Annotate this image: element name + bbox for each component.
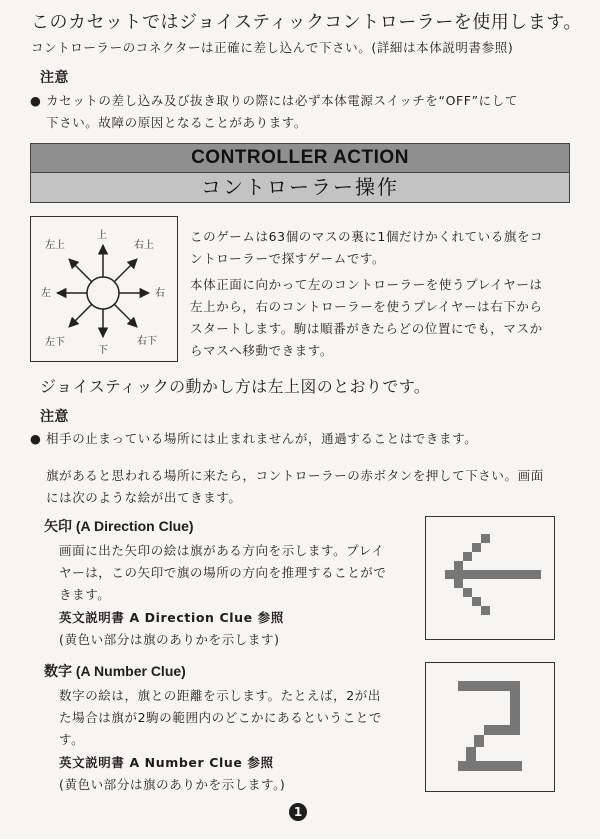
label-down-right: 右下 — [137, 336, 157, 347]
pixel-arrow-left-icon — [426, 517, 554, 639]
banner-japanese-title: コントローラー操作 — [31, 173, 569, 202]
banner-english-title: CONTROLLER ACTION — [31, 144, 569, 173]
direction-clue-note: (黄色い部分は旗のありかを示します) — [59, 632, 280, 647]
number-clue-line-3: す。 — [59, 732, 85, 747]
label-right: 右 — [155, 288, 165, 299]
direction-clue-line-3: きます。 — [59, 587, 111, 602]
game-desc-line-2: ントローラーで探すゲームです。 — [190, 251, 386, 266]
caution-2-bullet: ● — [30, 431, 42, 446]
caution-line-2: 下さい。故障の原因となることがあります。 — [46, 115, 308, 130]
number-clue-heading: 数字 (A Number Clue) — [44, 663, 186, 679]
number-clue-note: (黄色い部分は旗のありかを示します。) — [59, 777, 286, 792]
joystick-note: ジョイスティックの動かし方は左上図のとおりです。 — [40, 377, 431, 396]
game-desc-line-4: 左上から，右のコントローラーを使うプレイヤーは右下から — [190, 299, 543, 314]
joystick-diagram — [30, 216, 178, 362]
game-desc-line-1: このゲームは63個のマスの裏に1個だけかくれている旗をコ — [190, 229, 544, 244]
direction-clue-heading: 矢印 (A Direction Clue) — [44, 518, 194, 534]
section-banner — [30, 143, 570, 203]
caution-line-1: カセットの差し込み及び抜き取りの際には必ず本体電源スイッチを“OFF”にして — [46, 93, 518, 108]
game-desc-line-3: 本体正面に向かって左のコントローラーを使うプレイヤーは — [190, 277, 543, 292]
label-down: 下 — [98, 345, 108, 356]
caution-2-heading: 注意 — [40, 409, 69, 425]
number-clue-reference: 英文説明書 A Number Clue 参照 — [59, 755, 274, 770]
label-up-left: 左上 — [45, 240, 65, 251]
flag-text-line-1: 旗があると思われる場所に来たら，コントローラーの赤ボタンを押して下さい。画面 — [46, 468, 544, 483]
direction-clue-line-2: ヤーは，この矢印で旗の場所の方向を推理することがで — [59, 565, 387, 580]
number-clue-line-1: 数字の絵は，旗との距離を示します。たとえば，2が出 — [59, 688, 381, 703]
label-up: 上 — [97, 230, 107, 241]
number-clue-line-2: た場合は旗が2駒の範囲内のどこかにあるということで — [59, 710, 382, 725]
caution-heading: 注意 — [40, 70, 69, 86]
game-desc-line-6: らマスへ移動できます。 — [190, 343, 334, 358]
caution-2-line: 相手の止まっている場所には止まれませんが，通過することはできます。 — [46, 431, 478, 446]
pixel-number-two-icon — [426, 663, 554, 791]
label-down-left: 左下 — [45, 337, 65, 348]
label-up-right: 右上 — [134, 240, 154, 251]
label-left: 左 — [41, 288, 51, 299]
direction-clue-line-1: 画面に出た矢印の絵は旗がある方向を示します。プレイ — [59, 543, 385, 558]
caution-bullet: ● — [30, 93, 42, 108]
game-desc-line-5: スタートします。駒は順番がきたらどの位置にでも，マスか — [190, 321, 543, 336]
intro-connector-note: コントローラーのコネクターは正確に差し込んで下さい。(詳細は本体説明書参照) — [31, 40, 514, 55]
intro-title: このカセットではジョイスティックコントローラーを使用します。 — [31, 12, 582, 33]
direction-clue-picture — [425, 516, 555, 640]
page-number: 1 — [289, 803, 307, 821]
direction-clue-reference: 英文説明書 A Direction Clue 参照 — [59, 610, 284, 625]
number-clue-picture — [425, 662, 555, 792]
flag-text-line-2: には次のような絵が出てきます。 — [46, 490, 242, 505]
